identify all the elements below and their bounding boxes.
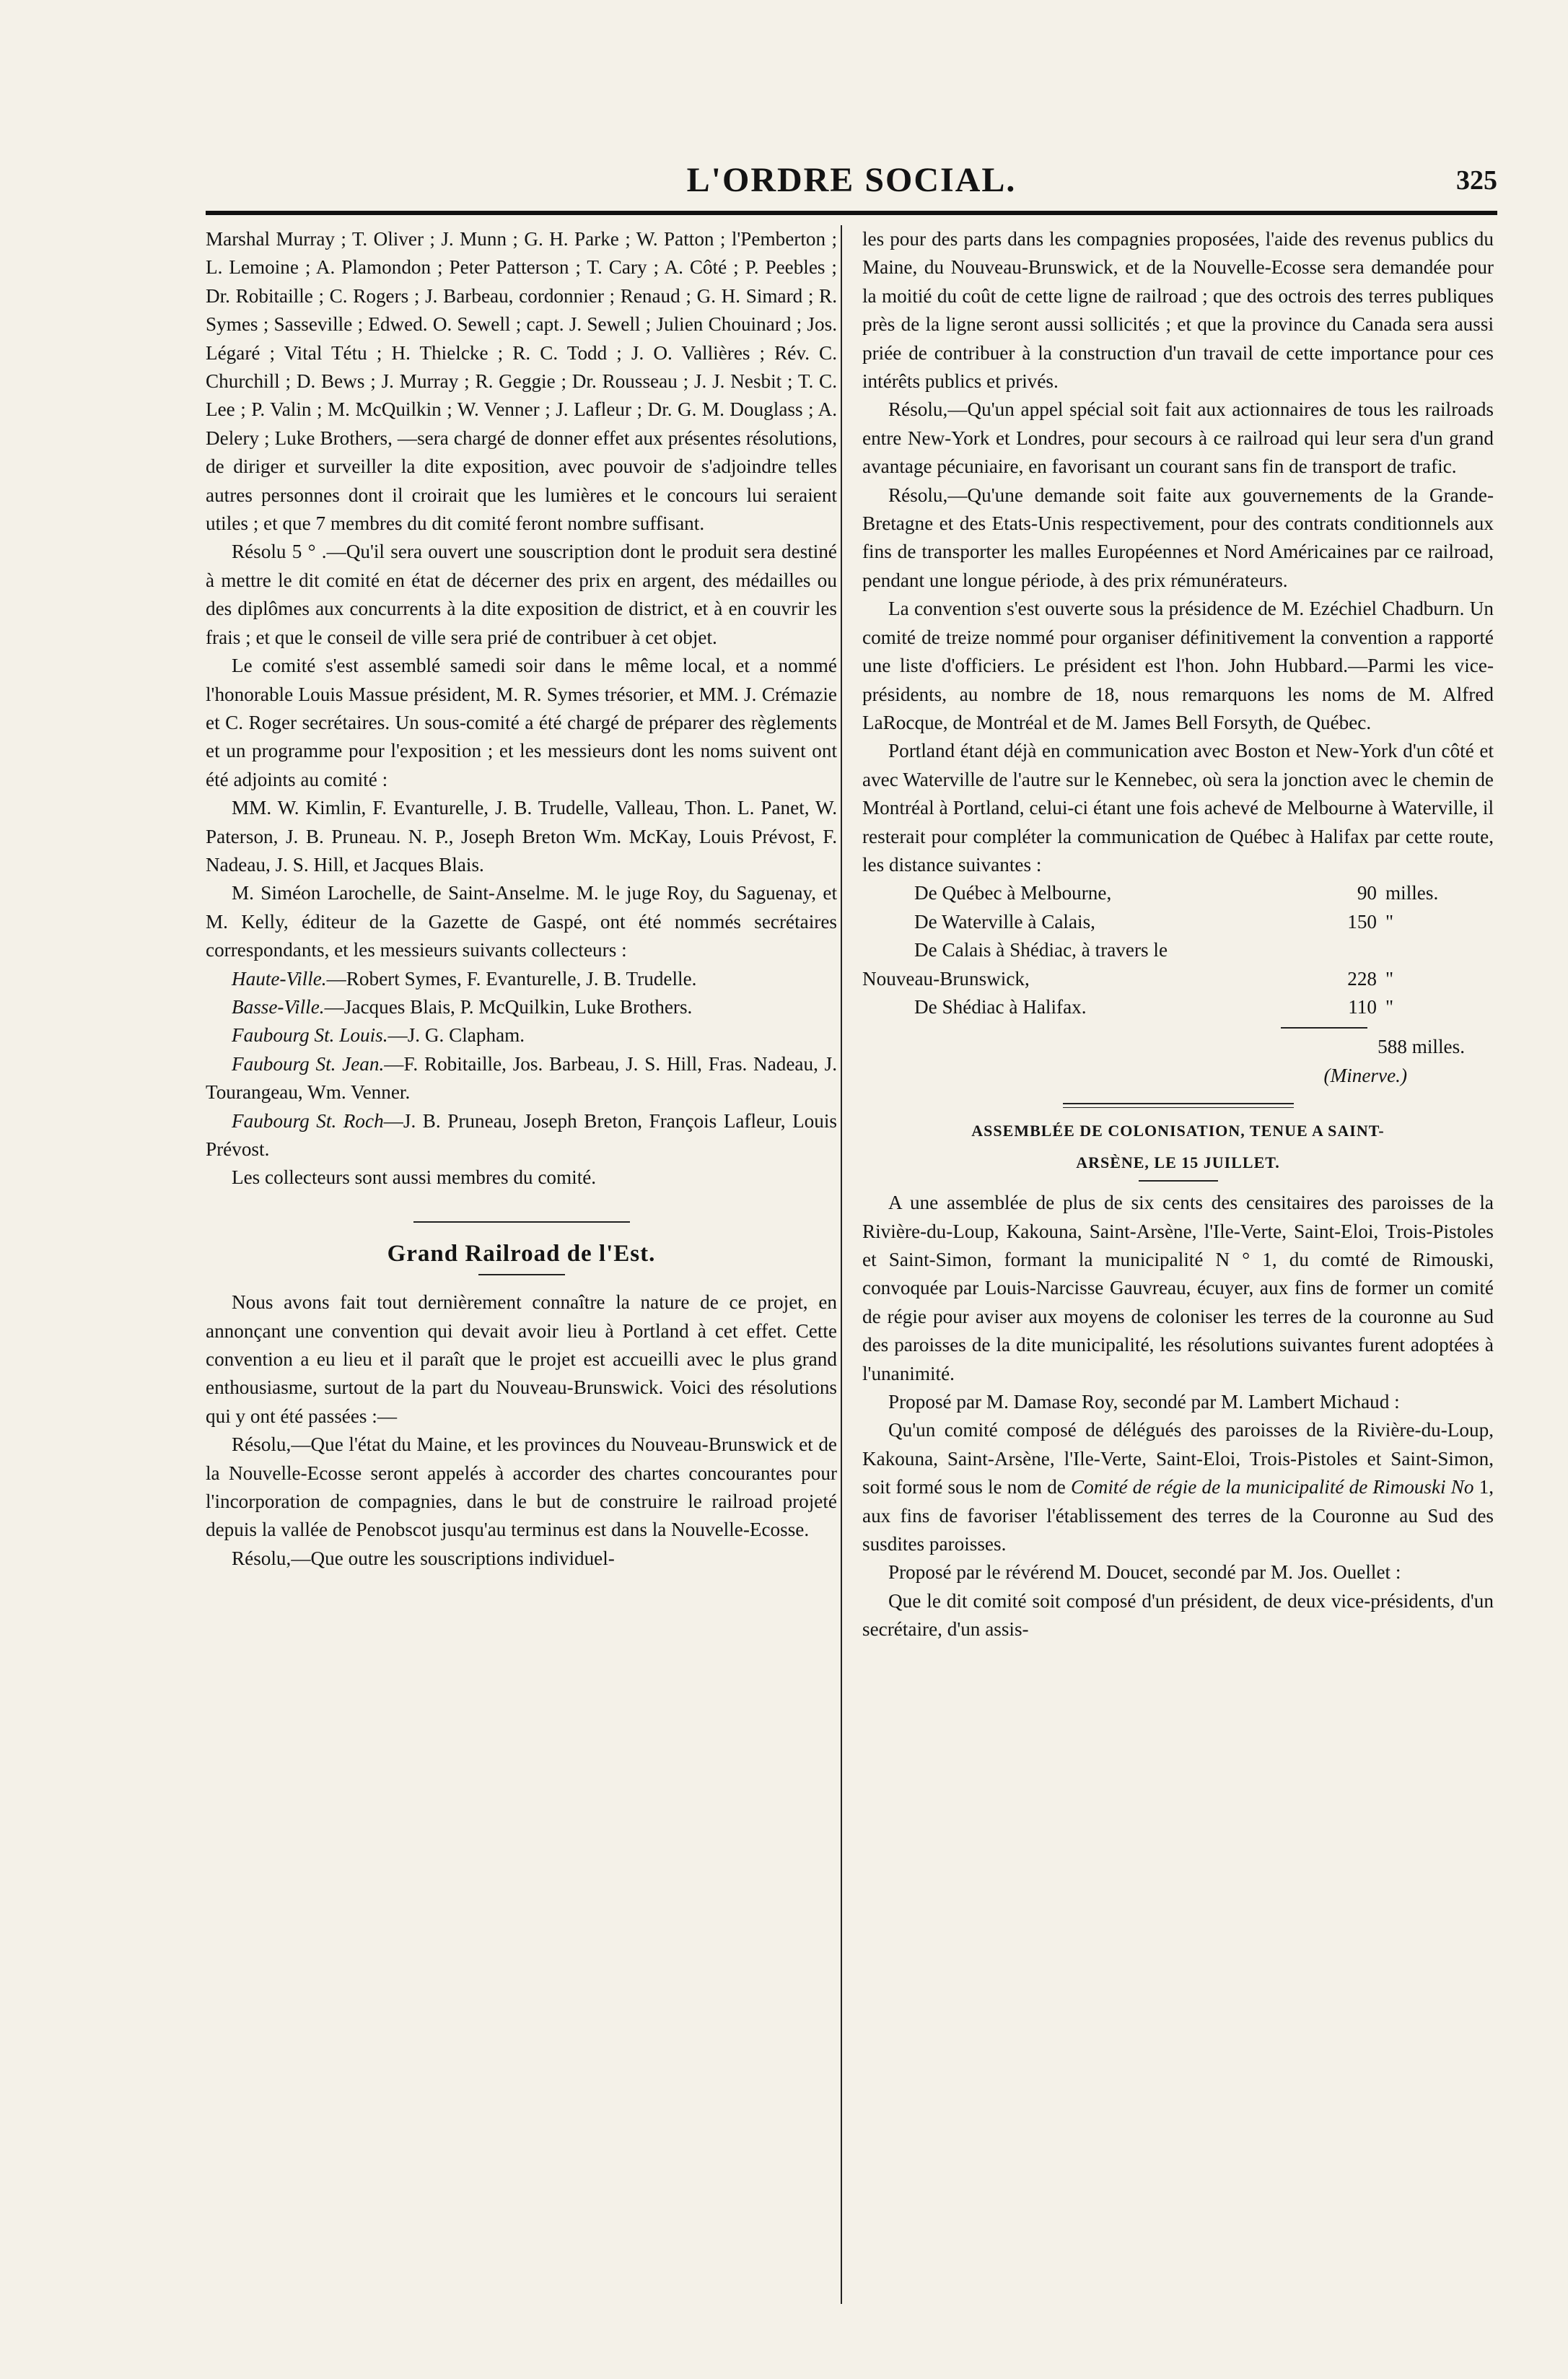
distance-value: 110 [1348, 995, 1377, 1018]
paragraph-text: 1, aux fins de favoriser l'établissement des terres de la Couronne au Sud des susdites paroisses. [862, 1476, 1494, 1555]
page-header [206, 160, 1497, 204]
source-signature: (Minerve.) [1323, 1064, 1407, 1086]
district-names: —Robert Symes, F. Evanturelle, J. B. Trudelle. [326, 967, 697, 990]
header-rule [206, 211, 1497, 215]
table-row [862, 965, 1494, 993]
article-paragraph: M. Siméon Larochelle, de Saint-Anselme. M. le juge Roy, du Saguenay, et M. Kelly, éditeur de la Gazette de Gaspé, ont été nommés secrétaires correspondants, et les messieurs suivants collecteurs : [206, 882, 837, 961]
section-heading-line-1: ASSEMBLÉE DE COLONISATION, TENUE A SAINT- [971, 1122, 1385, 1140]
collector-entry [206, 965, 837, 993]
section-separator [1139, 1180, 1218, 1182]
distance-label: De Waterville à Calais, [914, 910, 1095, 933]
distance-label: De Québec à Melbourne, [914, 882, 1112, 904]
distance-label: Nouveau-Brunswick, [862, 967, 1030, 990]
article-paragraph: Portland étant déjà en communication avec Boston et New-York d'un côté et avec Waterville de l'autre sur le Kennebec, où sera la jonction avec le chemin de Montréal à Portland, celui-ci étant une fois achevé de Melbourne à Waterville, il resterait pour compléter la communication de Québec à Halifax par cette route, les distance suivantes : [862, 740, 1494, 876]
article-paragraph: Proposé par le révérend M. Doucet, secondé par M. Jos. Ouellet : [888, 1561, 1401, 1584]
total-rule [1281, 1027, 1367, 1029]
collector-entry [206, 1107, 837, 1164]
table-row [862, 993, 1494, 1021]
section-separator [1063, 1103, 1294, 1108]
right-column [862, 225, 1494, 1644]
article-paragraph: Le comité s'est assemblé samedi soir dans le même local, et a nommé l'honorable Louis Massue président, M. R. Symes trésorier, et MM. J. Crémazie et C. Roger secrétaires. Un sous-comité a été chargé de préparer des règlements et un programme pour l'exposition ; et les messieurs dont les noms suivent ont été adjoints au comité : [206, 655, 837, 790]
district-names: —F. Robitaille, Jos. Barbeau, J. S. Hill, Fras. Nadeau, J. Tourangeau, Wm. Venner. [206, 1052, 837, 1104]
article-paragraph: Résolu,—Que l'état du Maine, et les provinces du Nouveau-Brunswick et de la Nouvelle-Ecosse seront appelés à accorder des chartes concourantes pour l'incorporation de compagnies, dans le but de construire le railroad projeté depuis la vallée de Penobscot jusqu'au terminus est dans la Nouvelle-Ecosse. [206, 1433, 837, 1541]
article-paragraph: Les collecteurs sont aussi membres du comité. [232, 1166, 597, 1189]
distance-value [1297, 936, 1377, 964]
district-label: Faubourg St. Roch [232, 1109, 384, 1132]
district-names: —Jacques Blais, P. McQuilkin, Luke Brothers. [324, 995, 693, 1018]
article-paragraph: A une assemblée de plus de six cents des censitaires des paroisses de la Rivière-du-Loup, Kakouna, Saint-Arsène, l'Ile-Verte, Saint-Eloi, Trois-Pistoles et Saint-Simon, formant la municipalité N ° 1, du comté de Rimouski, convoquée par Louis-Narcisse Gauvreau, écuyer, aux fins de former un comité de régie pour aviser aux moyens de coloniser les terres de la couronne au Sud des paroisses de la dite municipalité, les résolutions suivantes furent adoptées à l'unanimité. [862, 1192, 1494, 1384]
section-separator [413, 1221, 630, 1223]
distance-value: 90 [1357, 882, 1377, 904]
table-row [862, 879, 1494, 907]
district-label: Faubourg St. Jean. [232, 1052, 385, 1075]
article-paragraph: les pour des parts dans les compagnies proposées, l'aide des revenus publics du Maine, du Nouveau-Brunswick, et de la Nouvelle-Ecosse sera demandée pour la moitié du coût de cette ligne de railroad ; que des octrois des terres publiques près de la ligne seront aussi sollicités ; et que la province du Canada sera aussi priée de contribuer à la construction d'un travail de cette importance pour ces intérêts publics et privés. [862, 228, 1494, 393]
article-paragraph: Nous avons fait tout dernièrement connaître la nature de ce projet, en annonçant une convention qui devait avoir lieu à Portland à cet effet. Cette convention a eu lieu et il paraît que le projet est accueilli avec le plus grand enthousiasme, surtout de la part du Nouveau-Brunswick. Voici des résolutions qui y ont été passées :— [206, 1291, 837, 1427]
district-names: —J. G. Clapham. [387, 1024, 525, 1047]
committee-name: Comité de régie de la municipalité de Rimouski No [1071, 1476, 1474, 1498]
collector-entry [206, 1021, 837, 1049]
article-paragraph: Résolu,—Que outre les souscriptions individuel- [232, 1547, 615, 1569]
collector-entry [206, 993, 837, 1021]
paragraph-text: Qu'un comité composé de délégués des paroisses de la Rivière-du-Loup, Kakouna, Saint-Arsène, l'Ile-Verte, Saint-Eloi, Trois-Pistoles et Saint-Simon, soit formé sous le nom de [862, 1419, 1494, 1498]
distance-unit: " [1385, 995, 1394, 1018]
article-paragraph: Résolu,—Qu'une demande soit faite aux gouvernements de la Grande-Bretagne et des Etats-Unis respectivement, pour des contrats conditionnels aux fins de transporter les malles Européennes et Nord Américaines par ce railroad, pendant une longue période, à des prix rémunérateurs. [862, 484, 1494, 591]
collector-entry [206, 1050, 837, 1107]
district-label: Faubourg St. Louis. [232, 1024, 388, 1047]
table-row [862, 908, 1494, 936]
district-names: —J. B. Pruneau, Joseph Breton, François Lafleur, Louis Prévost. [206, 1109, 838, 1160]
article-paragraph: Marshal Murray ; T. Oliver ; J. Munn ; G. H. Parke ; W. Patton ; l'Pemberton ; L. Lemoine ; A. Plamondon ; Peter Patterson ; T. Cary ; A. Côté ; P. Peebles ; Dr. Robitaille ; C. Rogers ; J. Barbeau, cordonnier ; Renaud ; G. H. Simard ; R. Symes ; Sasseville ; Edwed. O. Sewell ; capt. J. Sewell ; Julien Chouinard ; Jos. Légaré ; Vital Tétu ; H. Thielcke ; R. C. Todd ; J. O. Vallières ; Rév. C. Churchill ; D. Bews ; J. Murray ; R. Geggie ; Dr. Rousseau ; J. J. Nesbit ; T. C. Lee ; P. Valin ; M. McQuilkin ; W. Venner ; J. Lafleur ; Dr. G. M. Douglass ; A. Delery ; Luke Brothers, —sera chargé de donner effet aux présentes résolutions, de diriger et surveiller la dite exposition, avec pouvoir de s'adjoindre telles autres personnes dont il croirait que les lumières et le concours lui seraient utiles ; et que 7 membres du dit comité feront nombre suffisant. [206, 228, 837, 535]
article-paragraph [862, 1416, 1494, 1558]
distance-label: De Shédiac à Halifax. [914, 995, 1087, 1018]
distance-value: 150 [1347, 910, 1377, 933]
section-title: Grand Railroad de l'Est. [387, 1240, 656, 1267]
column-divider [841, 225, 842, 2304]
section-heading-line-2: ARSÈNE, LE 15 JUILLET. [1076, 1153, 1280, 1172]
distance-table [862, 879, 1494, 1021]
article-paragraph: MM. W. Kimlin, F. Evanturelle, J. B. Trudelle, Valleau, Thon. L. Panet, W. Paterson, J. B. Pruneau. N. P., Joseph Breton Wm. McKay, Louis Prévost, F. Nadeau, J. S. Hill, et Jacques Blais. [206, 797, 837, 876]
distance-unit [1377, 936, 1494, 964]
article-paragraph: Que le dit comité soit composé d'un président, de deux vice-présidents, d'un secrétaire, d'un assis- [862, 1589, 1494, 1641]
distance-unit: milles. [1385, 882, 1439, 904]
section-separator [478, 1274, 565, 1275]
district-label: Haute-Ville. [232, 967, 327, 990]
table-row [862, 936, 1494, 964]
distance-total: 588 milles. [1378, 1036, 1465, 1058]
article-paragraph: Proposé par M. Damase Roy, secondé par M. Lambert Michaud : [888, 1391, 1400, 1413]
page-number: 325 [1456, 165, 1497, 196]
left-column [206, 225, 837, 1573]
distance-unit: " [1385, 967, 1394, 990]
article-paragraph: La convention s'est ouverte sous la présidence de M. Ezéchiel Chadburn. Un comité de treize nommé pour organiser définitivement la convention a rapporté une liste d'officiers. Le président est l'hon. John Hubbard.—Parmi les vice-présidents, au nombre de 18, nous remarquons les noms de M. Alfred LaRocque, de Montréal et de M. James Bell Forsyth, de Québec. [862, 598, 1494, 733]
district-label: Basse-Ville. [232, 995, 325, 1018]
distance-unit: " [1385, 910, 1394, 933]
distance-label: De Calais à Shédiac, à travers le [914, 939, 1168, 961]
distance-value: 228 [1347, 967, 1377, 990]
masthead-title: L'ORDRE SOCIAL. [686, 161, 1017, 199]
article-paragraph: Résolu,—Qu'un appel spécial soit fait aux actionnaires de tous les railroads entre New-York et Londres, pour secours à ce railroad qui leur sera d'un grand avantage pécuniaire, en favorisant un courant sans fin de transport de trafic. [862, 398, 1494, 478]
article-paragraph: Résolu 5 ° .—Qu'il sera ouvert une souscription dont le produit sera destiné à mettre le dit comité en état de décerner des prix en argent, des médailles ou des diplômes aux concurrents à la dite exposition de district, et à en couvrir les frais ; et que le conseil de ville sera prié de contribuer à cet objet. [206, 541, 837, 648]
